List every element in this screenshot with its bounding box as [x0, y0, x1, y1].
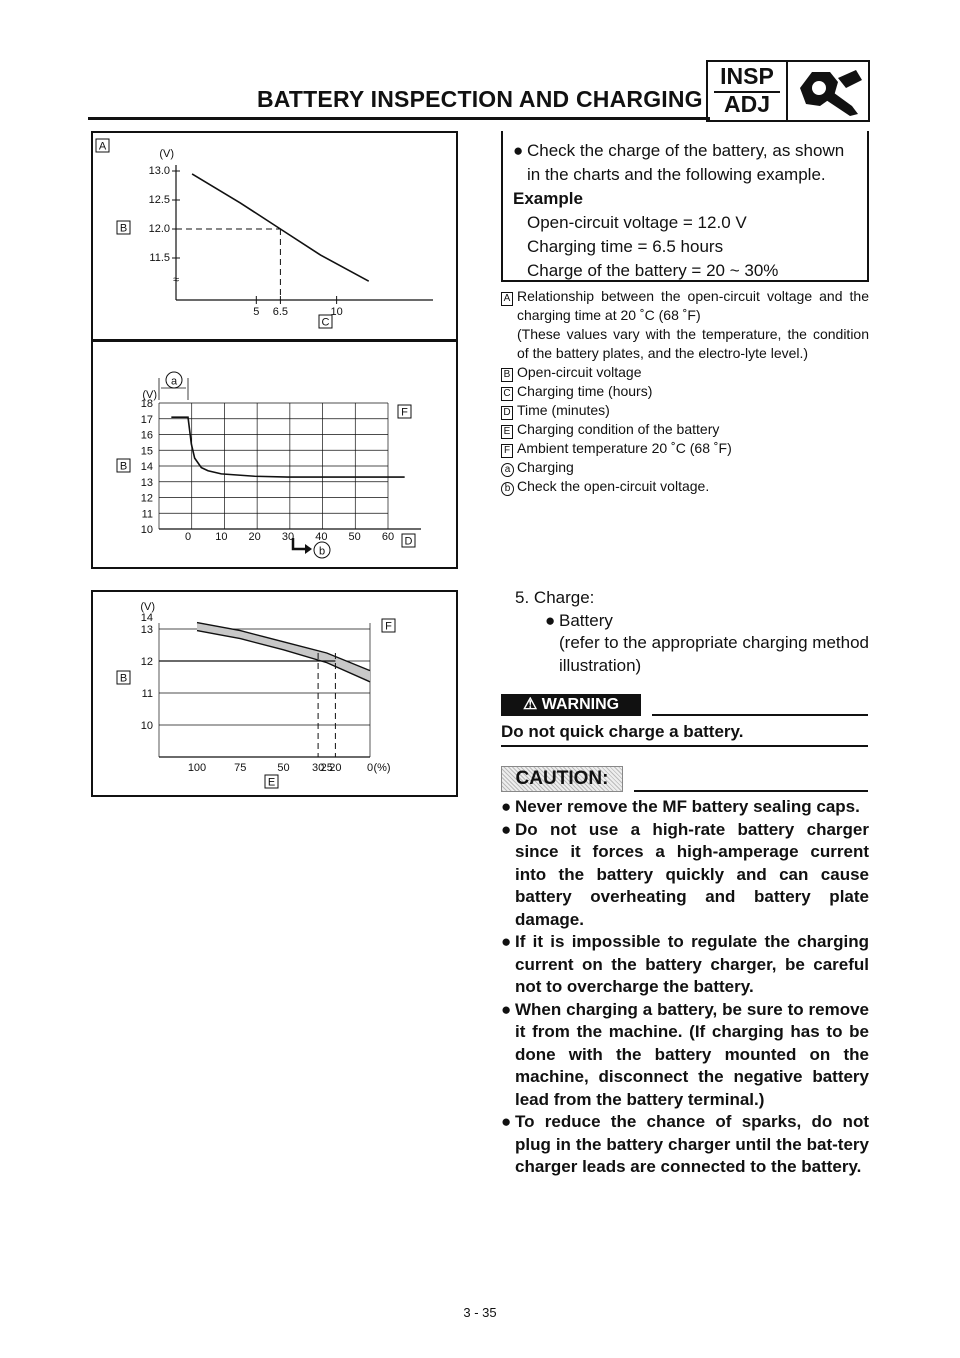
check-mark-b: b — [318, 545, 326, 558]
warning-label-text: WARNING — [541, 696, 620, 713]
example-label: Example — [513, 189, 583, 208]
y-tick-label: 13.0 — [148, 165, 170, 177]
x-tick-label: 6.5 — [272, 306, 289, 318]
caution-rule — [634, 790, 868, 792]
band-lower — [197, 631, 370, 682]
x-tick-label: 60 — [381, 531, 395, 543]
y-tick-label: 17 — [140, 413, 153, 426]
legend-key: b — [501, 482, 514, 496]
y-label-B: B — [119, 460, 128, 473]
legend-key: D — [501, 406, 513, 420]
legend-key: A — [501, 292, 513, 306]
check-arrow-icon — [293, 538, 306, 549]
temp-label-F: F — [385, 620, 392, 633]
y-tick-label: 16 — [140, 429, 153, 442]
y-tick-label: 11.5 — [149, 252, 170, 264]
temp-label-F: F — [401, 406, 408, 419]
legend-item — [501, 477, 869, 496]
step-note: (refer to the appropriate charging method illustration) — [559, 633, 869, 675]
check-bullet-row — [513, 139, 857, 187]
step-item: Battery — [559, 610, 613, 630]
y-unit: (V) — [140, 601, 155, 613]
y-tick-label: 13 — [140, 476, 153, 489]
legend-text: Charging time (hours) — [517, 383, 653, 399]
example-line: Charging time = 6.5 hours — [527, 237, 724, 256]
x-tick-label: 75 — [234, 762, 247, 774]
x-tick-label: 40 — [315, 531, 328, 543]
chart-1-svg — [93, 133, 456, 339]
step-5 — [501, 587, 869, 677]
x-tick-label: 30 — [281, 531, 295, 543]
y-unit: (V) — [142, 389, 157, 401]
legend-text: Relationship between the open-circuit voltage and the charging time at 20 ˚C (68 ˚F) — [517, 288, 869, 323]
insp-adj-badge — [706, 60, 870, 122]
warning-rule — [652, 714, 868, 716]
y-tick-label: 15 — [140, 445, 153, 458]
check-arrowhead-icon — [305, 544, 312, 554]
x-tick-label: 30 — [311, 762, 325, 774]
y-unit: (V) — [159, 148, 174, 160]
legend-key: E — [501, 425, 513, 439]
page-title: BATTERY INSPECTION AND CHARGING — [257, 86, 703, 112]
x-tick-label: 5 — [253, 306, 260, 318]
y-tick-label: 12 — [140, 656, 153, 668]
warning-bottom-rule — [501, 745, 868, 747]
caution-item-text: When charging a battery, be sure to remove it from the machine. (If charging has to be done with the battery mounted on the machine, disconnect the negative battery lead from the battery terminal.) — [515, 999, 869, 1109]
x-unit: (%) — [373, 762, 391, 774]
panel-label-A: A — [98, 140, 107, 153]
caution-item: ● When charging a battery, be sure to remove it from the machine. (If charging has to be done with the battery mounted on the machine, disconnect the negative battery lead from the battery terminal.) — [501, 999, 869, 1112]
voltage-curve — [171, 417, 404, 477]
x-tick-label: 25 — [320, 762, 333, 774]
caution-item-text: To reduce the chance of sparks, do not plug in the battery charger until the bat-tery charger leads are connected to the battery. — [515, 1112, 869, 1176]
badge-top-text: INSP — [720, 63, 774, 89]
x-tick-label: 50 — [277, 762, 290, 774]
caution-list — [501, 796, 869, 1179]
warning-text: Do not quick charge a battery. — [501, 722, 744, 741]
axis-break-mark: ≈ — [172, 274, 180, 286]
y-label-B: B — [119, 672, 128, 685]
y-tick-label: 10 — [140, 524, 153, 536]
caution-item-text: If it is impossible to regulate the charging current on the battery charger, be careful not to overcharge the battery. — [515, 932, 869, 996]
wrench-gear-icon — [790, 66, 864, 118]
x-tick-label: 20 — [248, 531, 261, 543]
y-tick-label: 13 — [140, 624, 153, 636]
caution-item: ● Never remove the MF battery sealing caps. — [501, 796, 869, 819]
y-tick-label: 11 — [141, 508, 153, 521]
legend-text: Ambient temperature 20 ˚C (68 ˚F) — [517, 440, 732, 456]
legend-item — [501, 325, 869, 363]
y-tick-label: 14 — [140, 461, 153, 473]
legend-item — [501, 363, 869, 382]
header-rule — [88, 117, 710, 120]
badge-bottom-text: ADJ — [723, 91, 770, 117]
legend-key: a — [501, 463, 514, 477]
legend-item — [501, 458, 869, 477]
legend-text: Time (minutes) — [517, 402, 610, 418]
chart-panel-3 — [91, 590, 458, 797]
y-tick-label: 11 — [141, 688, 153, 700]
chart-panel-1 — [91, 131, 458, 341]
charge-band — [197, 623, 370, 682]
caution-item: ● Do not use a high-rate battery charger since it forces a high-amperage current into the battery quickly and can cause battery overheating and battery plate damage. — [501, 819, 869, 932]
bullet-dot: ● — [545, 610, 556, 630]
x-tick-label: 10 — [215, 531, 228, 543]
caution-item: ● To reduce the chance of sparks, do not plug in the battery charger until the bat-tery charger leads are connected to the battery. — [501, 1111, 869, 1179]
page-number: 3 - 35 — [463, 1305, 497, 1320]
caution-item: ● If it is impossible to regulate the charging current on the battery charger, be careful not to overcharge the battery. — [501, 931, 869, 999]
legend-item — [501, 382, 869, 401]
y-tick-label: 12.0 — [148, 223, 170, 235]
warning-label — [501, 694, 641, 716]
x-tick-label: 10 — [330, 306, 343, 318]
x-tick-label: 0 — [184, 531, 192, 543]
legend-text: Charging — [517, 459, 574, 475]
chart-panel-2 — [91, 340, 458, 569]
legend-item — [501, 401, 869, 420]
legend-text: Open-circuit voltage — [517, 364, 642, 380]
legend-key: B — [501, 368, 513, 382]
caution-item-text: Never remove the MF battery sealing caps. — [515, 797, 860, 816]
legend — [501, 287, 869, 496]
x-label-C: C — [321, 316, 330, 329]
chart-3-svg — [93, 592, 456, 795]
x-label-D: D — [404, 535, 413, 548]
check-bullet-text: Check the charge of the battery, as shown in the charts and the following example. — [527, 141, 845, 184]
x-label-E: E — [267, 776, 276, 789]
y-tick-label: 10 — [140, 720, 153, 732]
chart-2-svg — [93, 342, 456, 567]
legend-key: C — [501, 387, 513, 401]
x-tick-label: 100 — [187, 762, 207, 774]
bullet-dot: ● — [513, 141, 524, 160]
caution-label: CAUTION: — [501, 766, 623, 792]
y-label-B: B — [119, 222, 128, 235]
legend-text: Charging condition of the battery — [517, 421, 720, 437]
voltage-curve — [192, 174, 369, 281]
step-label: Charge: — [533, 588, 595, 607]
y-tick-label: 14 — [140, 612, 153, 624]
charging-mark-a: a — [170, 375, 178, 388]
legend-item — [501, 420, 869, 439]
y-tick-label: 18 — [140, 398, 153, 410]
legend-text: (These values vary with the temperature, the condition of the battery plates, and the electro-lyte level.) — [517, 326, 869, 361]
y-tick-label: 12.5 — [148, 194, 170, 206]
example-box — [501, 131, 869, 282]
example-line: Charge of the battery = 20 ~ 30% — [527, 261, 779, 280]
legend-text: Check the open-circuit voltage. — [517, 478, 710, 494]
y-tick-label: 12 — [140, 492, 153, 505]
legend-item — [501, 287, 869, 325]
badge-text-box — [708, 62, 788, 120]
x-tick-label: 0 — [366, 762, 374, 774]
x-tick-label: 50 — [348, 531, 361, 543]
x-tick-label: 20 — [329, 762, 342, 774]
caution-item-text: Do not use a high-rate battery charger since it forces a high-amperage current into the battery quickly and can cause battery overheating and battery plate damage. — [515, 819, 869, 929]
warning-triangle-icon: ⚠ — [522, 696, 538, 713]
legend-item — [501, 439, 869, 458]
example-line: Open-circuit voltage = 12.0 V — [527, 213, 747, 232]
legend-key: F — [501, 444, 513, 458]
step-number: 5. — [515, 588, 530, 607]
